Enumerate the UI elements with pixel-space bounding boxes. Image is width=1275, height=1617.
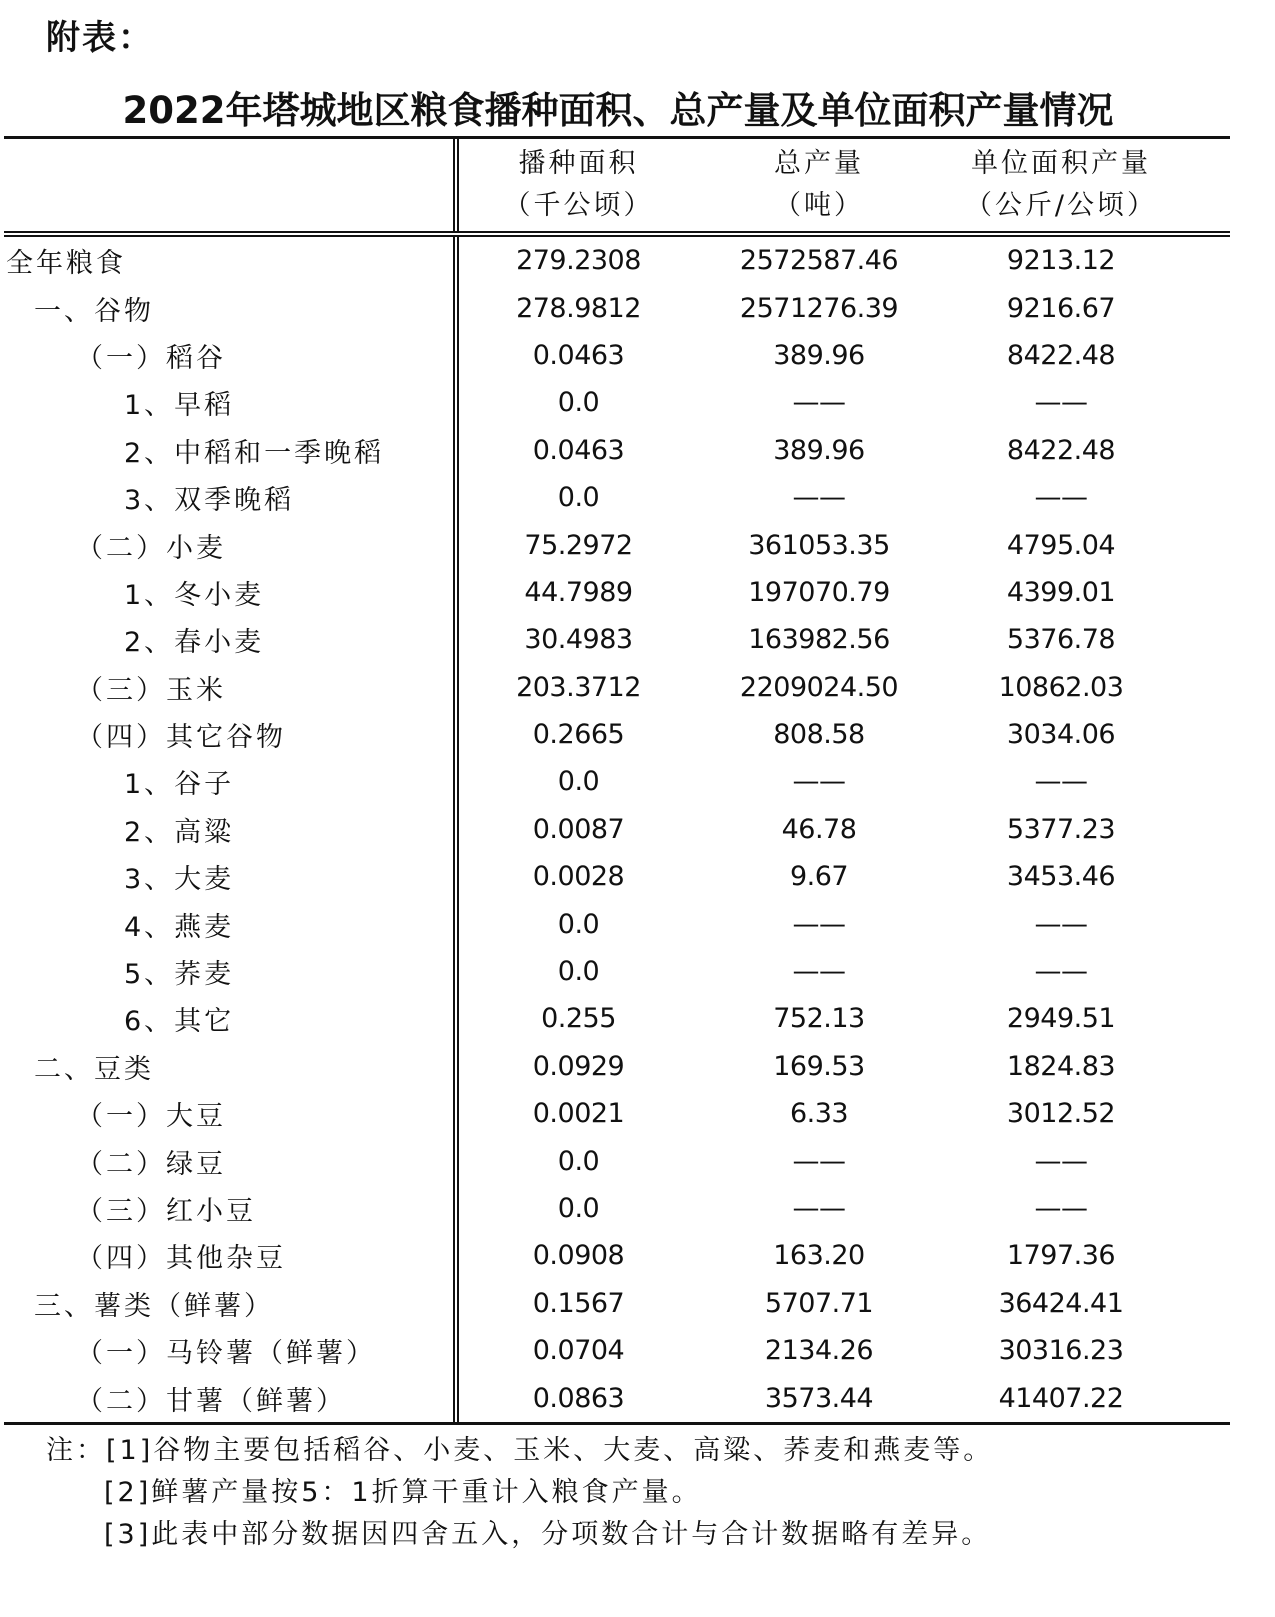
table-row bbox=[4, 521, 1230, 568]
table-row bbox=[4, 806, 1230, 853]
row-label: （三）红小豆 bbox=[4, 1185, 456, 1232]
output-cell: 169.53 bbox=[773, 1050, 865, 1082]
table-row bbox=[4, 379, 1230, 426]
yield-cell: —— bbox=[1034, 766, 1088, 798]
area-cell: 0.0704 bbox=[532, 1335, 625, 1367]
yield-cell: 3453.46 bbox=[1006, 861, 1116, 893]
table-title: 2022年塔城地区粮食播种面积、总产量及单位面积产量情况 bbox=[122, 89, 1114, 132]
yield-cell: 8422.48 bbox=[1006, 434, 1116, 466]
yield-cell: 9213.12 bbox=[1006, 245, 1116, 277]
area-cell: 0.0 bbox=[557, 956, 600, 988]
yield-cell: 1824.83 bbox=[1006, 1050, 1116, 1082]
output-cell: —— bbox=[792, 1145, 846, 1177]
yield-cell: 8422.48 bbox=[1006, 339, 1116, 371]
table-row bbox=[4, 948, 1230, 995]
row-label: （一）稻谷 bbox=[4, 332, 456, 379]
row-label: 2、春小麦 bbox=[4, 616, 456, 663]
table-row bbox=[4, 427, 1230, 474]
area-cell: 0.0908 bbox=[532, 1240, 625, 1272]
output-cell: 2572587.46 bbox=[739, 245, 899, 277]
table-row bbox=[4, 758, 1230, 805]
yield-cell: 4795.04 bbox=[1006, 529, 1116, 561]
table-row bbox=[4, 1090, 1230, 1137]
output-cell: 163.20 bbox=[773, 1240, 865, 1272]
output-cell: 5707.71 bbox=[764, 1287, 874, 1319]
table-row bbox=[4, 1280, 1230, 1327]
yield-cell: 30316.23 bbox=[998, 1335, 1124, 1367]
header-area: 播种面积 （千公顷） bbox=[503, 148, 654, 221]
row-label: 1、冬小麦 bbox=[4, 569, 456, 616]
table-row bbox=[4, 1327, 1230, 1374]
output-cell: —— bbox=[792, 1193, 846, 1224]
row-label: （二）绿豆 bbox=[4, 1137, 456, 1184]
row-label: 4、燕麦 bbox=[4, 900, 456, 947]
area-cell: 0.0 bbox=[557, 482, 600, 514]
area-cell: 44.7989 bbox=[524, 576, 633, 608]
yield-cell: 3012.52 bbox=[1006, 1098, 1116, 1130]
row-label: （一）马铃薯（鲜薯） bbox=[4, 1327, 456, 1374]
output-cell: —— bbox=[792, 766, 846, 798]
table-row bbox=[4, 569, 1230, 616]
row-label: 一、谷物 bbox=[4, 284, 456, 331]
output-cell: 752.13 bbox=[773, 1003, 865, 1035]
row-label: 2、中稻和一季晚稻 bbox=[4, 427, 456, 474]
area-cell: 279.2308 bbox=[516, 245, 641, 277]
area-cell: 0.255 bbox=[541, 1003, 616, 1035]
row-label: （三）玉米 bbox=[4, 664, 456, 711]
area-cell: 0.0 bbox=[557, 1145, 600, 1177]
header-row bbox=[4, 139, 1230, 231]
output-cell: 2134.26 bbox=[764, 1335, 874, 1367]
table-row bbox=[4, 1137, 1230, 1184]
row-label: 6、其它 bbox=[4, 995, 456, 1042]
output-cell: 808.58 bbox=[773, 719, 865, 751]
output-cell: —— bbox=[792, 908, 846, 940]
table-row bbox=[4, 474, 1230, 521]
output-cell: 9.67 bbox=[789, 861, 849, 893]
output-cell: 163982.56 bbox=[748, 624, 890, 656]
area-cell: 278.9812 bbox=[516, 292, 641, 324]
data-table bbox=[4, 136, 1230, 1425]
output-cell: 389.96 bbox=[773, 339, 865, 371]
note-2: [2]鲜薯产量按5：1折算干重计入粮食产量。 bbox=[104, 1477, 702, 1508]
row-label: （四）其他杂豆 bbox=[4, 1232, 456, 1279]
row-label: （四）其它谷物 bbox=[4, 711, 456, 758]
area-cell: 0.0021 bbox=[532, 1098, 625, 1130]
table-row bbox=[4, 1185, 1230, 1232]
area-cell: 0.0463 bbox=[532, 434, 625, 466]
table-row bbox=[4, 664, 1230, 711]
output-cell: —— bbox=[792, 387, 846, 419]
row-label: （二）小麦 bbox=[4, 521, 456, 568]
yield-cell: —— bbox=[1034, 1193, 1088, 1224]
yield-cell: 36424.41 bbox=[998, 1287, 1124, 1319]
area-cell: 75.2972 bbox=[524, 529, 633, 561]
table-row bbox=[4, 332, 1230, 379]
area-cell: 0.0 bbox=[557, 387, 600, 419]
yield-cell: —— bbox=[1034, 908, 1088, 940]
header-corner-cell bbox=[4, 139, 456, 231]
area-cell: 0.0463 bbox=[532, 339, 625, 371]
table-row bbox=[4, 616, 1230, 663]
notes bbox=[46, 1430, 993, 1556]
output-cell: —— bbox=[792, 482, 846, 514]
table-row bbox=[4, 237, 1230, 284]
output-cell: 3573.44 bbox=[764, 1382, 874, 1414]
table-row bbox=[4, 1374, 1230, 1421]
note-1: 注：[1]谷物主要包括稻谷、小麦、玉米、大麦、高粱、荞麦和燕麦等。 bbox=[46, 1435, 994, 1466]
output-cell: 46.78 bbox=[781, 813, 857, 845]
output-cell: 389.96 bbox=[773, 434, 865, 466]
yield-cell: 9216.67 bbox=[1006, 292, 1116, 324]
row-label: （一）大豆 bbox=[4, 1090, 456, 1137]
row-label: 3、双季晚稻 bbox=[4, 474, 456, 521]
area-cell: 0.0 bbox=[557, 908, 600, 940]
area-cell: 0.2665 bbox=[532, 719, 625, 751]
table-row bbox=[4, 995, 1230, 1042]
row-label: 5、荞麦 bbox=[4, 948, 456, 995]
output-cell: 197070.79 bbox=[748, 576, 890, 608]
yield-cell: 4399.01 bbox=[1006, 576, 1116, 608]
bottom-rule bbox=[4, 1422, 1230, 1425]
row-label: 3、大麦 bbox=[4, 853, 456, 900]
area-cell: 0.0 bbox=[557, 1193, 600, 1224]
header-yield: 单位面积产量 （公斤/公顷） bbox=[964, 148, 1158, 221]
area-cell: 0.0863 bbox=[532, 1382, 625, 1414]
yield-cell: 41407.22 bbox=[998, 1382, 1124, 1414]
area-cell: 0.0028 bbox=[532, 861, 625, 893]
area-cell: 0.0929 bbox=[532, 1050, 625, 1082]
yield-cell: —— bbox=[1034, 482, 1088, 514]
row-label: （二）甘薯（鲜薯） bbox=[4, 1374, 456, 1421]
output-cell: —— bbox=[792, 956, 846, 988]
area-cell: 0.1567 bbox=[532, 1287, 625, 1319]
table-row bbox=[4, 1043, 1230, 1090]
output-cell: 2571276.39 bbox=[739, 292, 899, 324]
yield-cell: —— bbox=[1034, 956, 1088, 988]
row-label: 全年粮食 bbox=[4, 237, 456, 284]
header-output: 总产量 （吨） bbox=[774, 148, 864, 221]
table-row bbox=[4, 284, 1230, 331]
table-row bbox=[4, 900, 1230, 947]
yield-cell: 3034.06 bbox=[1006, 719, 1116, 751]
output-cell: 6.33 bbox=[789, 1098, 849, 1130]
table-row bbox=[4, 1232, 1230, 1279]
yield-cell: —— bbox=[1034, 1145, 1088, 1177]
table-row bbox=[4, 711, 1230, 758]
area-cell: 30.4983 bbox=[524, 624, 633, 656]
yield-cell: 10862.03 bbox=[998, 671, 1124, 703]
yield-cell: —— bbox=[1034, 387, 1088, 419]
yield-cell: 5376.78 bbox=[1006, 624, 1116, 656]
yield-cell: 2949.51 bbox=[1006, 1003, 1116, 1035]
row-label: 1、谷子 bbox=[4, 758, 456, 805]
row-label: 二、豆类 bbox=[4, 1043, 456, 1090]
row-label: 1、早稻 bbox=[4, 379, 456, 426]
attachment-label: 附表： bbox=[46, 18, 154, 58]
output-cell: 361053.35 bbox=[748, 529, 890, 561]
row-label: 三、薯类（鲜薯） bbox=[4, 1280, 456, 1327]
yield-cell: 5377.23 bbox=[1006, 813, 1116, 845]
row-label: 2、高粱 bbox=[4, 806, 456, 853]
area-cell: 203.3712 bbox=[516, 671, 641, 703]
table-row bbox=[4, 853, 1230, 900]
area-cell: 0.0 bbox=[557, 766, 600, 798]
area-cell: 0.0087 bbox=[532, 813, 625, 845]
note-3: [3]此表中部分数据因四舍五入，分项数合计与合计数据略有差异。 bbox=[104, 1519, 992, 1550]
yield-cell: 1797.36 bbox=[1006, 1240, 1116, 1272]
output-cell: 2209024.50 bbox=[739, 671, 899, 703]
